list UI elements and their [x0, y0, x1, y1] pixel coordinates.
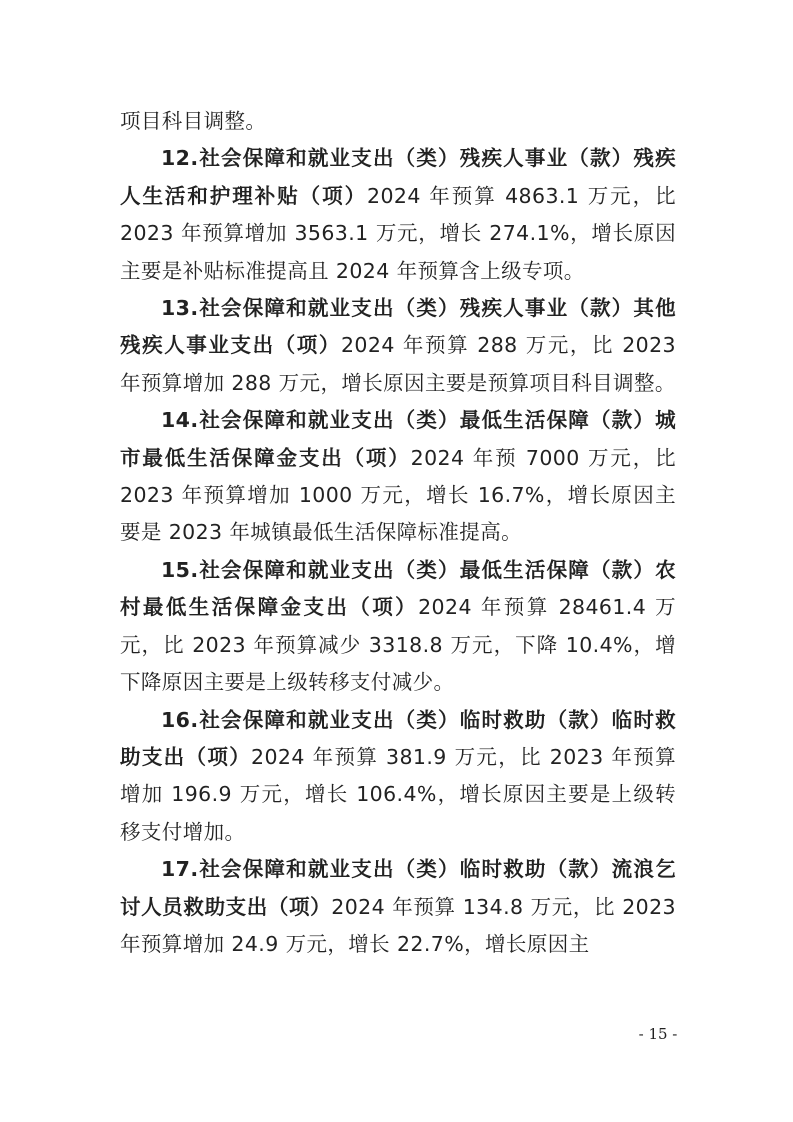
page-number: - 15 - [638, 1025, 678, 1043]
paragraph-continuation [120, 103, 676, 140]
paragraph-item-15 [120, 552, 676, 702]
document-body [120, 103, 676, 963]
paragraph-item-14 [120, 402, 676, 552]
item-text: 2024 年预算 4863.1 万元，比 2023 年预算增加 3563.1 万元，增长 274.1%，增长原因主要是补贴标准提高且 2024 年预算含上级专项。 [120, 183, 676, 283]
item-text: 2024 年预 7000 万元，比 2023 年预算增加 1000 万元，增长 16.7%，增长原因主要是 2023 年城镇最低生活保障标准提高。 [120, 445, 676, 545]
item-heading: 16.社会保障和就业支出（类）临时救助（款）临时救助支出（项） [120, 707, 676, 769]
paragraph-item-17 [120, 851, 676, 963]
paragraph-item-12 [120, 140, 676, 290]
item-text: 2024 年预算 134.8 万元，比 2023 年预算增加 24.9 万元，增长 22.7%，增长原因主 [120, 894, 677, 956]
item-heading: 14.社会保障和就业支出（类）最低生活保障（款）城市最低生活保障金支出（项） [120, 408, 676, 470]
item-text: 2024 年预算 28461.4 万元，比 2023 年预算减少 3318.8 万元，下降 10.4%，增下降原因主要是上级转移支付减少。 [120, 595, 676, 695]
paragraph-text: 项目科目调整。 [120, 109, 267, 133]
item-heading: 13.社会保障和就业支出（类）残疾人事业（款）其他残疾人事业支出（项） [120, 296, 676, 358]
item-heading: 12.社会保障和就业支出（类）残疾人事业（款）残疾人生活和护理补贴（项） [120, 146, 676, 208]
item-heading: 17.社会保障和就业支出（类）临时救助（款）流浪乞讨人员救助支出（项） [120, 857, 676, 919]
item-heading: 15.社会保障和就业支出（类）最低生活保障（款）农村最低生活保障金支出（项） [120, 557, 676, 620]
item-text: 2024 年预算 288 万元，比 2023 年预算增加 288 万元，增长原因主要是预算项目科目调整。 [120, 333, 676, 395]
paragraph-item-16 [120, 702, 676, 852]
paragraph-item-13 [120, 290, 676, 402]
item-text: 2024 年预算 381.9 万元，比 2023 年预算增加 196.9 万元，增长 106.4%，增长原因主要是上级转移支付增加。 [120, 744, 677, 844]
